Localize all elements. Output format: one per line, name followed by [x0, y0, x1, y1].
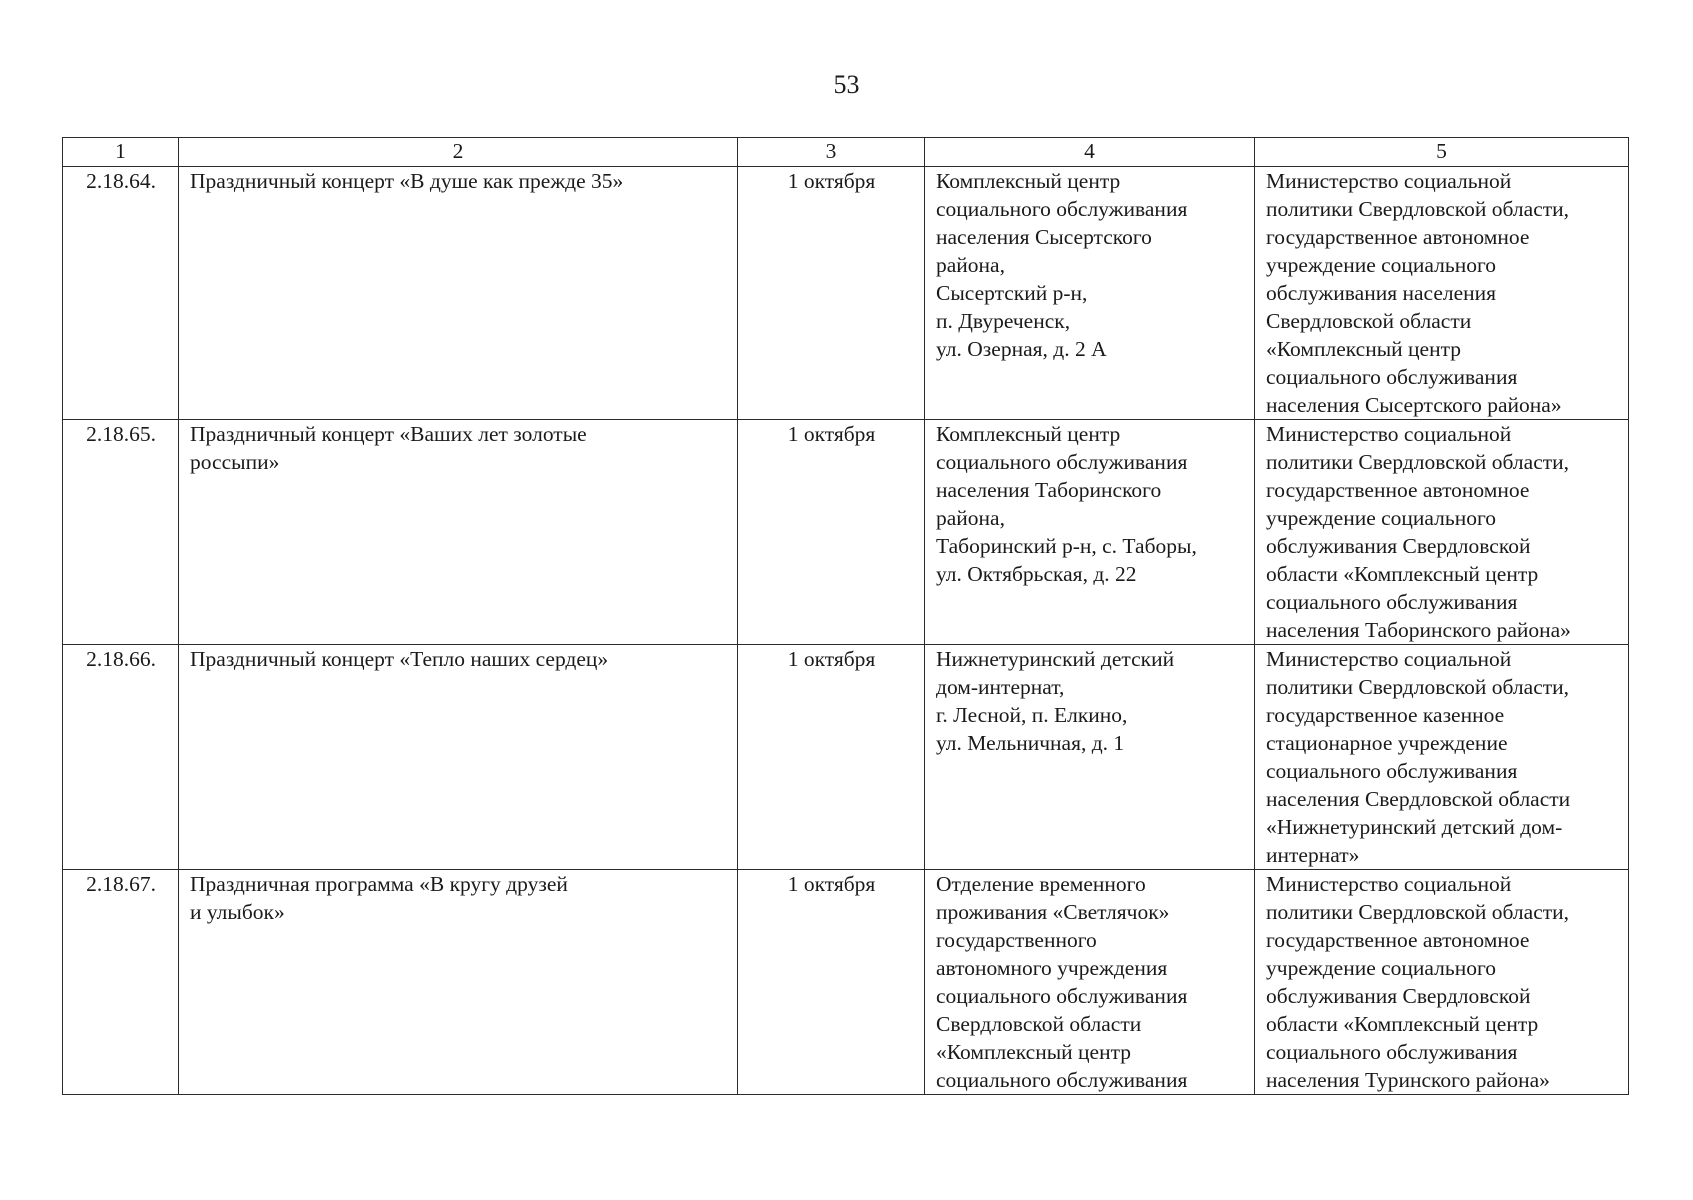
org-line: населения Туринского района»	[1266, 1068, 1550, 1092]
header-col-2: 2	[179, 138, 738, 167]
place-line: социального обслуживания	[936, 984, 1188, 1008]
place-line: населения Таборинского	[936, 478, 1162, 502]
org-line: политики Свердловской области,	[1266, 450, 1570, 474]
place-line: Свердловской области	[936, 1012, 1142, 1036]
place-line: района,	[936, 253, 1005, 277]
place-line: Нижнетуринский детский	[936, 647, 1175, 671]
org-line: политики Свердловской области,	[1266, 900, 1570, 924]
org-line: социального обслуживания	[1266, 590, 1518, 614]
event-date: 1 октября	[738, 870, 925, 1095]
org-line: обслуживания Свердловской	[1266, 534, 1531, 558]
org-line: Министерство социальной	[1266, 169, 1512, 193]
org-line: обслуживания населения	[1266, 281, 1497, 305]
org-line: области «Комплексный центр	[1266, 562, 1539, 586]
place-line: Комплексный центр	[936, 169, 1121, 193]
org-line: Министерство социальной	[1266, 647, 1512, 671]
org-line: государственное казенное	[1266, 703, 1505, 727]
row-number: 2.18.65.	[63, 420, 179, 645]
row-number: 2.18.66.	[63, 645, 179, 870]
org-line: социального обслуживания	[1266, 1040, 1518, 1064]
org-line: государственное автономное	[1266, 928, 1530, 952]
table-row	[63, 420, 1629, 645]
org-line: интернат»	[1266, 843, 1360, 867]
event-place	[925, 870, 1255, 1095]
event-title-line: Праздничная программа «В кругу друзей	[190, 872, 568, 896]
org-line: области «Комплексный центр	[1266, 1012, 1539, 1036]
event-organizer	[1255, 870, 1629, 1095]
event-title-line: россыпи»	[190, 450, 280, 474]
place-line: ул. Октябрьская, д. 22	[936, 562, 1137, 586]
org-line: «Нижнетуринский детский дом-	[1266, 815, 1563, 839]
org-line: учреждение социального	[1266, 506, 1496, 530]
org-line: политики Свердловской области,	[1266, 675, 1570, 699]
event-date: 1 октября	[738, 420, 925, 645]
place-line: Комплексный центр	[936, 422, 1121, 446]
org-line: Министерство социальной	[1266, 422, 1512, 446]
page-number: 53	[833, 70, 860, 99]
place-line: государственного	[936, 928, 1097, 952]
header-col-1: 1	[63, 138, 179, 167]
org-line: политики Свердловской области,	[1266, 197, 1570, 221]
schedule-table	[62, 137, 1629, 1095]
event-title	[179, 167, 738, 420]
header-col-3: 3	[738, 138, 925, 167]
event-title	[179, 645, 738, 870]
place-line: социального обслуживания	[936, 1068, 1188, 1092]
place-line: ул. Озерная, д. 2 А	[936, 337, 1107, 361]
event-organizer	[1255, 645, 1629, 870]
event-title-line: Праздничный концерт «Тепло наших сердец»	[190, 647, 609, 671]
org-line: социального обслуживания	[1266, 759, 1518, 783]
event-organizer	[1255, 420, 1629, 645]
event-title-line: и улыбок»	[190, 900, 285, 924]
event-date: 1 октября	[738, 645, 925, 870]
row-number: 2.18.64.	[63, 167, 179, 420]
org-line: обслуживания Свердловской	[1266, 984, 1531, 1008]
event-title-line: Праздничный концерт «В душе как прежде 35»	[190, 169, 624, 193]
event-place	[925, 420, 1255, 645]
event-title-line: Праздничный концерт «Ваших лет золотые	[190, 422, 587, 446]
place-line: Отделение временного	[936, 872, 1146, 896]
org-line: населения Таборинского района»	[1266, 618, 1571, 642]
event-title	[179, 420, 738, 645]
place-line: Сысертский р-н,	[936, 281, 1088, 305]
org-line: учреждение социального	[1266, 253, 1496, 277]
event-place	[925, 645, 1255, 870]
place-line: ул. Мельничная, д. 1	[936, 731, 1125, 755]
org-line: социального обслуживания	[1266, 365, 1518, 389]
place-line: проживания «Светлячок»	[936, 900, 1170, 924]
header-col-5: 5	[1255, 138, 1629, 167]
place-line: Таборинский р-н, с. Таборы,	[936, 534, 1197, 558]
event-title	[179, 870, 738, 1095]
event-place	[925, 167, 1255, 420]
event-organizer	[1255, 167, 1629, 420]
place-line: дом-интернат,	[936, 675, 1065, 699]
place-line: социального обслуживания	[936, 450, 1188, 474]
table-row	[63, 645, 1629, 870]
place-line: г. Лесной, п. Елкино,	[936, 703, 1128, 727]
org-line: государственное автономное	[1266, 478, 1530, 502]
table-row	[63, 167, 1629, 420]
org-line: Министерство социальной	[1266, 872, 1512, 896]
place-line: п. Двуреченск,	[936, 309, 1071, 333]
org-line: населения Свердловской области	[1266, 787, 1571, 811]
org-line: стационарное учреждение	[1266, 731, 1508, 755]
row-number: 2.18.67.	[63, 870, 179, 1095]
header-col-4: 4	[925, 138, 1255, 167]
place-line: социального обслуживания	[936, 197, 1188, 221]
org-line: государственное автономное	[1266, 225, 1530, 249]
place-line: «Комплексный центр	[936, 1040, 1131, 1064]
header-row	[63, 138, 1629, 167]
org-line: учреждение социального	[1266, 956, 1496, 980]
table-row	[63, 870, 1629, 1095]
place-line: района,	[936, 506, 1005, 530]
org-line: «Комплексный центр	[1266, 337, 1461, 361]
org-line: населения Сысертского района»	[1266, 393, 1562, 417]
place-line: автономного учреждения	[936, 956, 1168, 980]
event-date: 1 октября	[738, 167, 925, 420]
org-line: Свердловской области	[1266, 309, 1472, 333]
place-line: населения Сысертского	[936, 225, 1152, 249]
